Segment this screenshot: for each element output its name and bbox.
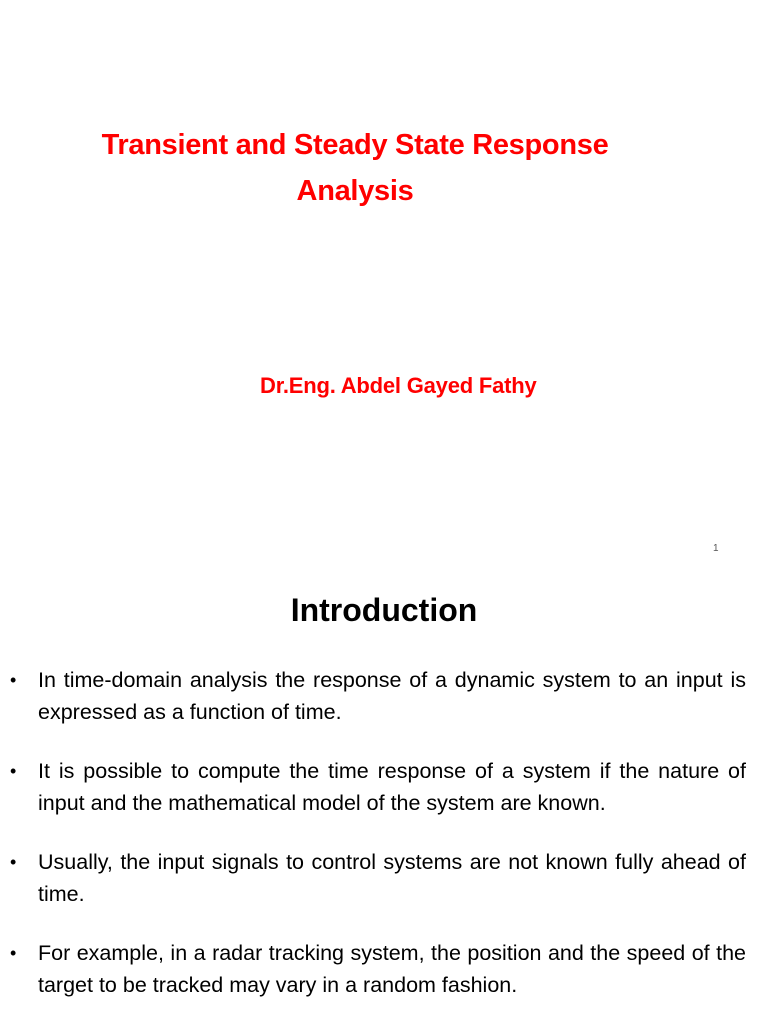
bullet-list bbox=[0, 664, 768, 1024]
author-name: Dr.Eng. Abdel Gayed Fathy bbox=[260, 373, 537, 398]
bullet-icon: • bbox=[10, 943, 17, 963]
bullet-text: In time-domain analysis the response of a dynamic system to an input is expressed as a function of time. bbox=[38, 668, 746, 724]
bullet-item bbox=[0, 755, 768, 819]
bullet-icon: • bbox=[10, 761, 17, 781]
slide-title: Transient and Steady State Response Analysis bbox=[101, 129, 609, 207]
bullet-text: Usually, the input signals to control systems are not known fully ahead of time. bbox=[38, 850, 746, 906]
introduction-slide bbox=[0, 576, 768, 1024]
bullet-item bbox=[0, 846, 768, 910]
slide-heading: Introduction bbox=[290, 592, 478, 628]
page-number: 1 bbox=[713, 543, 719, 554]
bullet-item bbox=[0, 937, 768, 1001]
bullet-text: It is possible to compute the time response of a system if the nature of input and the mathematical model of the system are known. bbox=[38, 759, 746, 815]
bullet-icon: • bbox=[10, 670, 17, 690]
bullet-text: For example, in a radar tracking system, the position and the speed of the target to be tracked may vary in a random fashion. bbox=[38, 941, 746, 997]
bullet-item bbox=[0, 664, 768, 728]
bullet-icon: • bbox=[10, 852, 17, 872]
